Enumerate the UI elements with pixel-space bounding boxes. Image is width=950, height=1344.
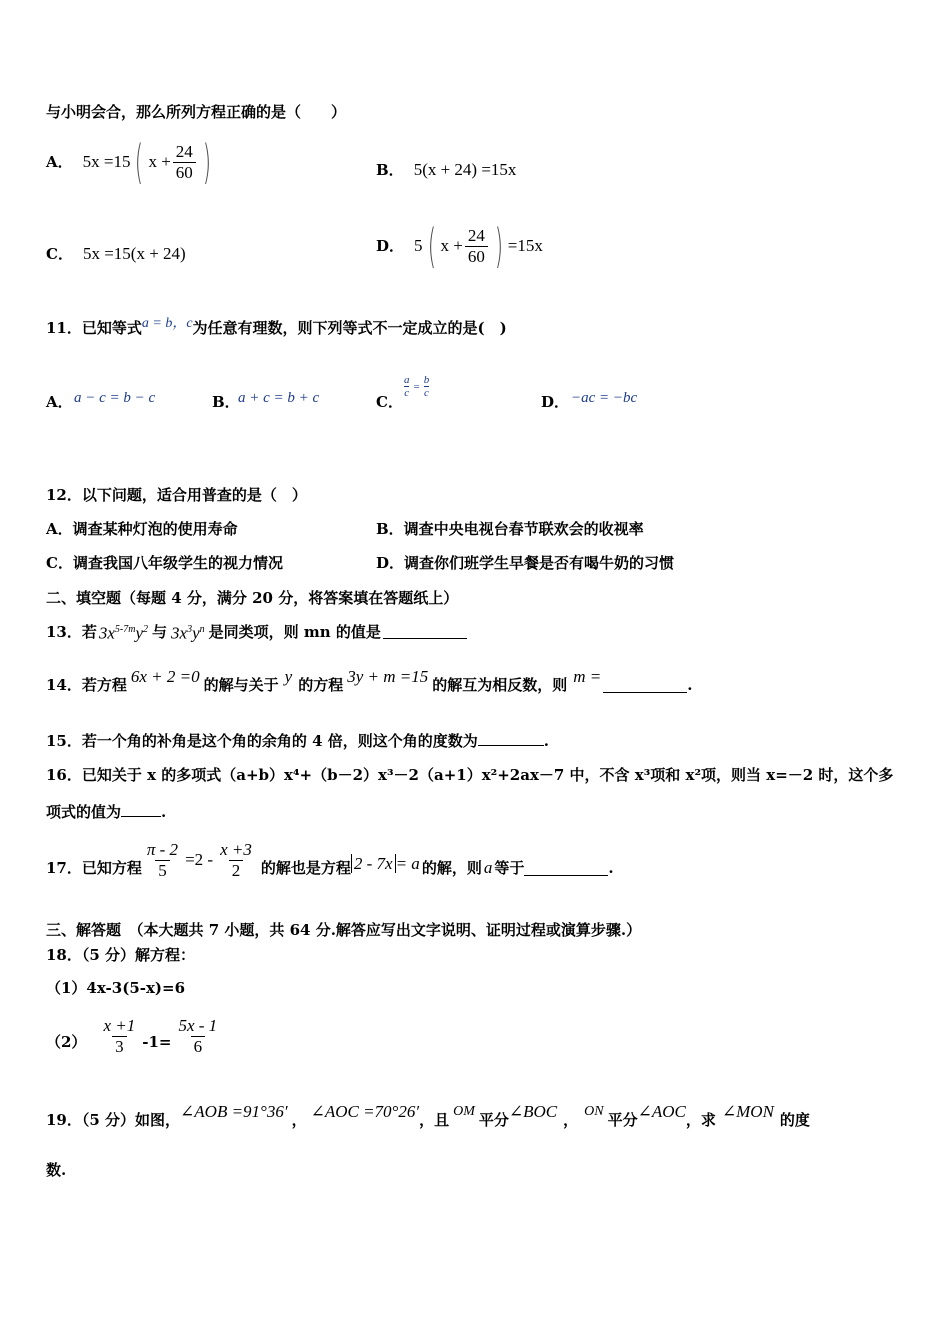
q11-c-expr: $\frac{a}{c}$ = $\frac{b}{c}$ xyxy=(404,374,430,399)
q17-fraction-2: $\frac{x +3}{2}$ xyxy=(220,839,252,880)
q10-option-d xyxy=(376,218,543,274)
q12-option-c: C．调查我国八年级学生的视力情况 xyxy=(46,554,283,572)
section-2-heading: 二、填空题（每题 4 分，满分 20 分，将答案填在答题纸上） xyxy=(46,589,459,607)
q10-d-right: =15x xyxy=(507,236,543,255)
q17-fraction-1: $\frac{\pi - 2}{5}$ xyxy=(146,839,179,880)
q15: 15．若一个角的补角是这个角的余角的 4 倍，则这个角的度数为 . xyxy=(46,732,549,750)
q19-line-2: 数. xyxy=(46,1161,67,1179)
paren-open: ( xyxy=(427,219,436,273)
q12-option-b: B．调查中央电视台春节联欢会的收视率 xyxy=(376,520,644,538)
q10-a-x: x + xyxy=(148,152,171,171)
q10-c-expr: 5x =15(x + 24) xyxy=(82,244,186,263)
q10-d-fraction: $\frac{24}{60}$ xyxy=(465,226,488,267)
q11-option-d: D． xyxy=(541,393,570,411)
q13: 13．若 $3x^{5-7m}y^2$ 与 $3x^3y^n$ 是同类项，则 mn 的值是 xyxy=(46,620,467,644)
q18-part-2: （2） $\frac{x +1}{3}$ -1= $\frac{5x - 1}{6}$ xyxy=(46,1010,222,1062)
q17-absolute: 2 - 7x xyxy=(351,854,396,873)
q10-d-coef: 5 xyxy=(414,236,423,255)
q10-option-c xyxy=(46,244,186,264)
q11-option-c: C． xyxy=(376,393,403,411)
q10-a-label: A． xyxy=(46,153,73,171)
paren-open: ( xyxy=(135,135,144,189)
q10-option-b xyxy=(376,160,516,180)
answer-blank[interactable] xyxy=(603,678,687,693)
answer-blank[interactable] xyxy=(383,624,467,639)
q18-fraction-2: $\frac{5x - 1}{6}$ xyxy=(178,1015,218,1056)
q11-stem: 11．已知等式a = b，c为任意有理数，则下列等式不一定成立的是( ) xyxy=(46,316,507,337)
section-3-heading: 三、解答题 （本大题共 7 小题，共 64 分.解答应写出文字说明、证明过程或演算步骤.） xyxy=(46,921,642,939)
answer-blank[interactable] xyxy=(478,731,544,746)
q11-condition: a = b，c xyxy=(141,316,193,331)
q10-c-label: C． xyxy=(46,245,73,263)
q11-option-b: B． xyxy=(212,393,240,411)
q11-b-expr: a + c = b + c xyxy=(238,390,320,406)
q10-a-fraction: $\frac{24}{60}$ xyxy=(173,142,196,183)
q12-stem: 12．以下问题，适合用普查的是（ ） xyxy=(46,486,307,504)
q16-line-2: 项式的值为 . xyxy=(46,803,167,821)
q11-d-expr: −ac = −bc xyxy=(571,390,638,406)
q10-b-label: B． xyxy=(376,161,404,179)
paren-close: ) xyxy=(494,219,503,273)
paren-close: ) xyxy=(202,135,211,189)
q17: 17．已知方程 $\frac{\pi - 2}{5}$ =2 - $\frac{x +3}{2}$ 的解也是方程 2 - 7x = a 的解，则 a 等于 . xyxy=(46,839,614,880)
q11-option-a: A． xyxy=(46,393,73,411)
q18-fraction-1: $\frac{x +1}{3}$ xyxy=(103,1015,136,1056)
q10-d-x: x + xyxy=(440,236,463,255)
answer-blank[interactable] xyxy=(121,802,161,817)
q14: 14．若方程 6x + 2 =0 的解与关于 y 的方程 3y + m =15 的解互为相反数，则 m = . xyxy=(46,667,693,694)
answer-blank[interactable] xyxy=(524,861,608,876)
q19-line-1: 19．（5 分）如图， ∠AOB =91°36′ ， ∠AOC =70°26′ ，且 OM 平分 ∠BOC ， ON 平分 ∠AOC ，求 ∠MON 的度 xyxy=(46,1102,810,1129)
q10-option-a xyxy=(46,134,216,190)
q10-d-label: D． xyxy=(376,237,405,255)
q12-option-d: D．调查你们班学生早餐是否有喝牛奶的习惯 xyxy=(376,554,675,572)
q10-a-left: 5x =15 xyxy=(82,152,131,171)
q10-b-expr: 5(x + 24) =15x xyxy=(413,160,517,179)
q12-option-a: A．调查某种灯泡的使用寿命 xyxy=(46,520,238,538)
q11-a-expr: a − c = b − c xyxy=(74,390,156,406)
q10-stem: 与小明会合，那么所列方程正确的是（ ） xyxy=(46,103,347,121)
q16-line-1: 16．已知关于 x 的多项式（a+b）x⁴+（b－2）x³－2（a+1）x²+2ax－7 中，不含 x³项和 x²项，则当 x=－2 时，这个多 xyxy=(46,766,894,784)
q18-part-1: （1）4x-3(5-x)=6 xyxy=(46,979,186,997)
q18-stem: 18．（5 分）解方程： xyxy=(46,946,196,964)
